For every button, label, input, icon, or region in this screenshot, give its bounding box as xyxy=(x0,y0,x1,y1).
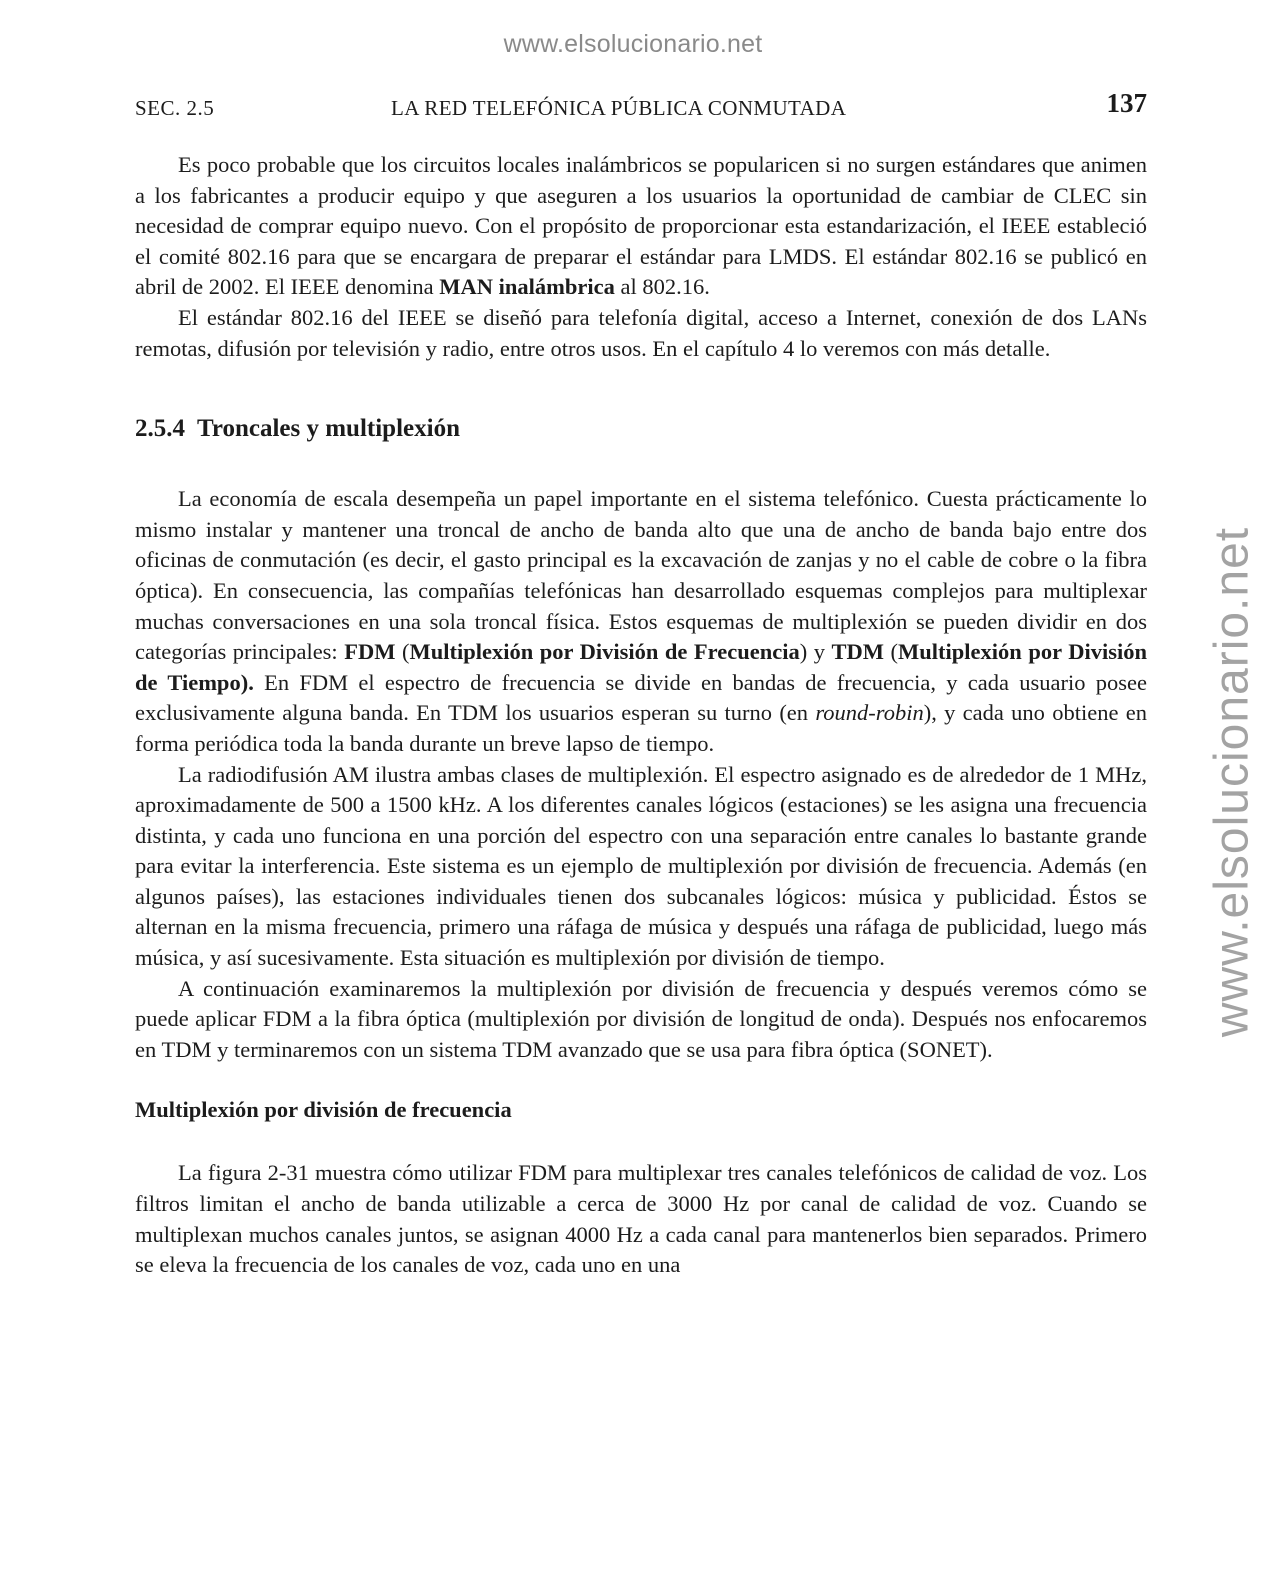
bold-term-tdm: TDM xyxy=(831,639,885,665)
paragraph-wireless-standard xyxy=(135,150,1147,303)
watermark-top: www.elsolucionario.net xyxy=(503,30,763,58)
paragraph-text: La economía de escala desempeña un papel importante en el sistema telefónico. Cuesta prácticamente lo mismo instalar y mantener una troncal de ancho de banda alto que una de ancho de banda bajo entre dos oficinas de conmutación (es decir, el gasto principal es la excavación de zanjas y no el cable de cobre o la fibra óptica). En consecuencia, las compañías telefónicas han desarrollado esquemas complejos para multiplexar muchas conversaciones en una sola troncal física. Estos esquemas de multiplexión se pueden dividir en dos categorías principales: xyxy=(135,486,1147,665)
paragraph-text: En FDM el espectro de frecuencia se divide en bandas de frecuencia, y cada usuario posee exclusivamente alguna banda. En TDM los usuarios esperan su turno (en xyxy=(135,669,1147,726)
section-title: Troncales y multiplexión xyxy=(197,415,460,443)
running-head-title: LA RED TELEFÓNICA PÚBLICA CONMUTADA xyxy=(391,96,847,120)
paragraph-text: ( xyxy=(395,639,410,665)
paragraph-text: ), y cada uno obtiene en forma periódica toda la banda durante un breve lapso de tiempo. xyxy=(135,700,1147,756)
section-number: 2.5.4 xyxy=(135,415,185,443)
bold-term-fdm-expansion: Multiplexión por División de Frecuencia xyxy=(409,639,800,665)
page-number: 137 xyxy=(1106,88,1147,118)
section-heading xyxy=(135,414,1147,444)
italic-term-round-robin: round-robin xyxy=(815,700,924,726)
paragraph-text: ( xyxy=(884,639,899,665)
paragraph-text: al 802.16. xyxy=(614,274,710,300)
bold-term-fdm: FDM xyxy=(344,639,396,665)
paragraph-overview: A continuación examinaremos la multiplexión por división de frecuencia y después veremos cómo se puede aplicar FDM a la fibra óptica (multiplexión por división de longitud de onda). Después nos enfocaremos en TDM y terminaremos con un sistema TDM avanzado que se usa para fibra óptica (SONET). xyxy=(135,975,1147,1062)
paragraph-figure-2-31: La figura 2-31 muestra cómo utilizar FDM para multiplexar tres canales telefónicos de calidad de voz. Los filtros limitan el ancho de banda utilizable a cerca de 3000 Hz por canal de calidad de voz. Cuando se multiplexan muchos canales juntos, se asignan 4000 Hz a cada canal para mantenerlos bien separados. Primero se eleva la frecuencia de los canales de voz, cada uno en una xyxy=(135,1160,1147,1278)
paragraph-economy-of-scale xyxy=(135,484,1147,759)
paragraph-am-radio: La radiodifusión AM ilustra ambas clases de multiplexión. El espectro asignado es de alrededor de 1 MHz, aproximadamente de 500 a 1500 kHz. A los diferentes canales lógicos (estaciones) se les asigna una frecuencia distinta, y cada uno funciona en una porción del espectro con una separación entre canales lo bastante grande para evitar la interferencia. Este sistema es un ejemplo de multiplexión por división de frecuencia. Además (en algunos países), las estaciones individuales tienen dos subcanales lógicos: música y publicidad. Éstos se alternan en la misma frecuencia, primero una ráfaga de música y después una ráfaga de publicidad, luego más música, y así sucesivamente. Esta situación es multiplexión por división de tiempo. xyxy=(135,761,1147,971)
bold-term-tdm-expansion: Multiplexión por División de Tiempo). xyxy=(135,639,1147,695)
bold-term-man-inalambrica: MAN inalámbrica xyxy=(439,274,615,300)
paragraph-802-16-uses: El estándar 802.16 del IEEE se diseñó para telefonía digital, acceso a Internet, conexión de dos LANs remotas, difusión por televisión y radio, entre otros usos. En el capítulo 4 lo veremos con más detalle. xyxy=(135,304,1147,361)
subsection-heading-fdm: Multiplexión por división de frecuencia xyxy=(135,1097,512,1123)
running-head xyxy=(135,88,1147,128)
page-body xyxy=(135,150,1147,1281)
running-head-section: SEC. 2.5 xyxy=(135,96,215,120)
watermark-side: www.elsolucionario.net xyxy=(1205,526,1259,1038)
paragraph-text: ) y xyxy=(799,639,832,665)
paragraph-text: Es poco probable que los circuitos locales inalámbricos se popularicen si no surgen estándares que animen a los fabricantes a producir equipo y que aseguren a los usuarios la oportunidad de cambiar de CLEC sin necesidad de comprar equipo nuevo. Con el propósito de proporcionar esta estandarización, el IEEE estableció el comité 802.16 para que se encargara de preparar el estándar para LMDS. El estándar 802.16 se publicó en abril de 2002. El IEEE denomina xyxy=(135,152,1147,300)
